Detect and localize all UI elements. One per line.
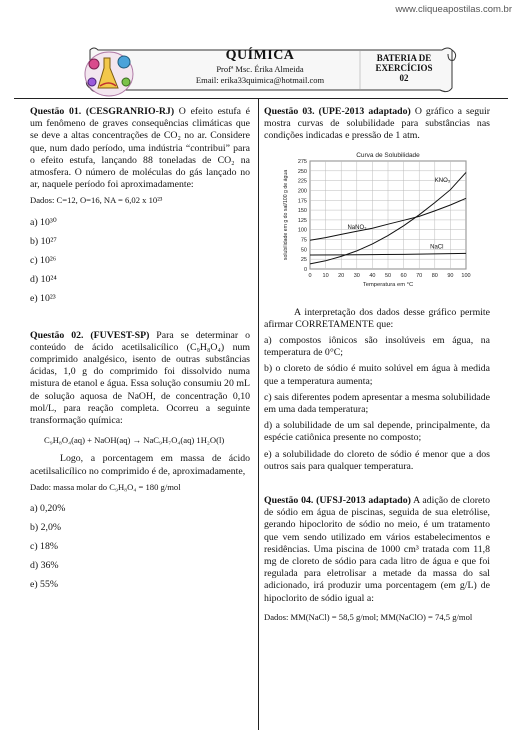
q2-options [30, 503, 250, 598]
chart-x-tick-label: 40 [369, 272, 376, 279]
q2-equation: C₉H₈O₄(aq) + NaOH(aq) → NaC₉H₇O₄(aq) 1H₂O(l) [44, 435, 225, 446]
q1-option-e[interactable]: e) 10²³ [30, 292, 56, 304]
bateria-line-2: EXERCÍCIOS [375, 63, 433, 73]
chart-x-tick-label: 100 [461, 272, 471, 279]
chart-y-tick-label: 200 [297, 188, 307, 195]
q1-option-c[interactable]: c) 10²⁶ [30, 254, 57, 266]
chart-x-tick-label: 20 [338, 272, 345, 279]
q2-data: Dado: massa molar do C₉H₈O₄ = 180 g/mol [30, 481, 181, 492]
exercise-set-label [366, 53, 442, 83]
chemistry-illustration-icon [80, 44, 138, 102]
q1-option-d[interactable]: d) 10²⁴ [30, 273, 57, 285]
chart-y-tick-label: 50 [300, 246, 307, 253]
chart-y-axis-label: solubilidade em g do sal/100 g de água [283, 169, 289, 260]
chart-series-label: NaNO₃ [347, 224, 367, 231]
q3-option-d[interactable]: d) a solubilidade de um sal depende, principalmente, da espécie catiônica presente no composto; [264, 420, 490, 444]
chart-y-tick-label: 250 [297, 168, 307, 175]
right-column [264, 106, 490, 623]
chart-series-label: KNO₃ [434, 177, 451, 184]
chart-y-tick-label: 25 [300, 256, 307, 263]
chart-title: Curva de Solubilidade [356, 151, 420, 159]
chart-y-tick-label: 100 [297, 227, 307, 234]
q2-option-d[interactable]: d) 36% [30, 560, 59, 572]
chart-x-tick-label: 30 [353, 272, 360, 279]
chart-x-tick-label: 80 [431, 272, 438, 279]
q2-option-b[interactable]: b) 2,0% [30, 522, 62, 534]
chart-x-tick-label: 70 [416, 272, 423, 279]
chart-y-tick-label: 0 [303, 266, 307, 273]
question-2 [30, 330, 250, 598]
q3-option-c[interactable]: c) sais diferentes podem apresentar a mesma solubilidade em uma dada temperatura; [264, 391, 490, 416]
page-title: QUÍMICA [225, 48, 295, 63]
q4-heading: Questão 04. (UFSJ-2013 adaptado) [264, 495, 411, 507]
q2-option-a[interactable]: a) 0,20% [30, 503, 66, 515]
chart-y-tick-label: 275 [297, 158, 307, 165]
chart-x-tick-label: 0 [308, 272, 312, 279]
site-url[interactable]: www.cliqueapostilas.com.br [395, 4, 512, 15]
question-4 [264, 495, 490, 623]
chart-y-tick-label: 125 [297, 217, 307, 224]
chart-x-axis-label: Temperatura em °C [362, 281, 414, 288]
q1-options [30, 217, 250, 312]
chart-x-tick-label: 10 [322, 272, 329, 279]
question-1 [30, 106, 250, 312]
q1-heading: Questão 01. (CESGRANRIO-RJ) [30, 106, 175, 117]
q1-data: Dados: C=12, O=16, NA = 6,02 x 10²³ [30, 195, 163, 206]
solubility-chart-svg [280, 149, 476, 297]
q2-question: Logo, a porcentagem em massa de ácido acetilsalicílico no comprimido é de, aproximadamente, [30, 453, 250, 477]
chart-y-tick-label: 175 [297, 197, 307, 204]
q1-option-b[interactable]: b) 10²⁷ [30, 235, 57, 247]
q4-data: Dados: MM(NaCl) = 58,5 g/mol; MM(NaClO) = 74,5 g/mol [264, 611, 473, 622]
chart-x-tick-label: 50 [384, 272, 392, 279]
teacher-name: Profª Msc. Érika Almeida [216, 64, 304, 74]
q1-option-a[interactable]: a) 10³⁰ [30, 216, 57, 228]
chart-y-tick-label: 150 [297, 207, 307, 214]
header-divider [14, 98, 508, 99]
q3-intro: A interpretação dos dados desse gráfico permite afirmar CORRETAMENTE que: [264, 306, 490, 330]
q3-option-b[interactable]: b) o cloreto de sódio é muito solúvel em água à medida que a temperatura aumenta; [264, 363, 490, 387]
chart-x-tick-label: 60 [400, 272, 407, 279]
q1-text: O efeito estufa é um fenômeno de graves consequências climáticas que se deve a altas concentrações de CO₂ no ar. Considere que, num dado período, uma indústria “contribui” para o efeito estufa, lançando 88 toneladas de CO₂ na atmosfera. O número de moléculas do gás lançado no ar, naquele período foi aproximadamente: [30, 106, 251, 191]
header-banner [80, 44, 460, 96]
left-column [30, 106, 250, 598]
q2-heading: Questão 02. (FUVEST-SP) [30, 329, 150, 341]
question-3 [264, 106, 490, 473]
bateria-line-1: BATERIA DE [376, 53, 432, 63]
chart-series-label: NaCl [430, 244, 444, 251]
q3-text: O gráfico a seguir mostra curvas de solubilidade para substâncias nas condições indicadas e pressão de 1 atm. [264, 106, 491, 142]
column-divider [258, 98, 259, 730]
q3-heading: Questão 03. (UPE-2013 adaptado) [264, 106, 411, 117]
q3-option-e[interactable]: e) a solubilidade do cloreto de sódio é menor que a dos outros sais para qualquer temperatura. [264, 448, 490, 472]
q4-text: A adição de cloreto de sódio em água de piscinas, seguida de sua eletrólise, gerando hipoclorito de sódio no meio, é um tratamento que vem sendo utilizado em vários estabelecimentos e residências. Uma piscina de 1000 cm³ tratada com 11,8 mg de cloreto de sódio para cada litro de água e que foi regulada para eletrolisar a metade da massa do sal adicionado, irá produzir uma porcentagem (em g/L) de hipoclorito de sódio igual a: [264, 495, 490, 604]
q2-text: Para se determinar o conteúdo de ácido acetilsalicílico (C₉H₈O₄) num comprimido analgésico, isento de outras substâncias ácidas, 1,0 g do comprimido foi dissolvido numa mistura de etanol e água. Essa solução consumiu 20 mL de solução aquosa de NaOH, de concentração 0,10 mol/L, para reação completa. Ocorreu a seguinte transformação química: [30, 329, 250, 427]
chart-x-tick-label: 90 [447, 272, 454, 279]
solubility-chart [280, 149, 476, 297]
chart-y-tick-label: 75 [300, 237, 307, 244]
q2-option-c[interactable]: c) 18% [30, 541, 59, 553]
bateria-line-3: 02 [399, 73, 409, 83]
chart-y-tick-label: 225 [297, 178, 307, 185]
q2-option-e[interactable]: e) 55% [30, 579, 59, 591]
teacher-email: Email: erika33quimica@hotmail.com [195, 75, 325, 85]
q3-option-a[interactable]: a) compostos iônicos são insolúveis em água, na temperatura de 0°C; [264, 335, 490, 359]
